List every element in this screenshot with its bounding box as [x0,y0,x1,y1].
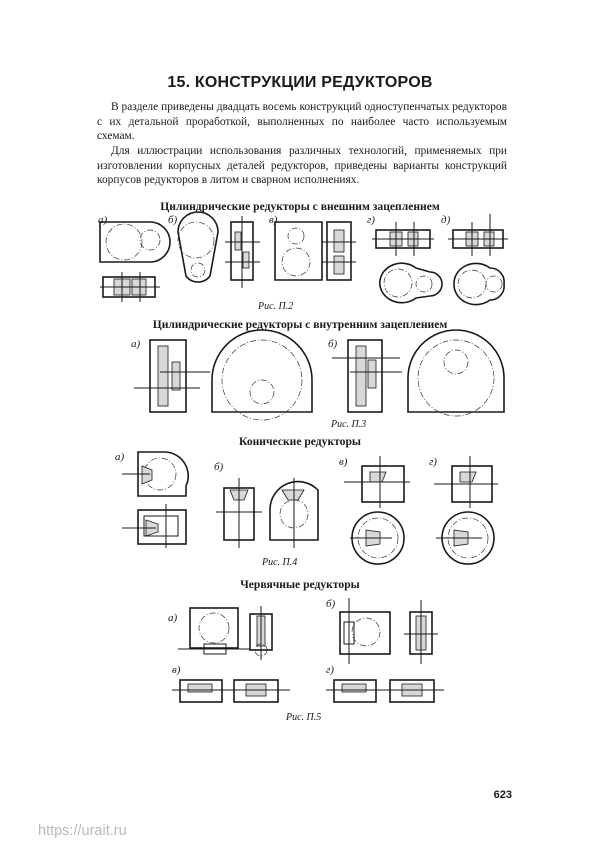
fig-p3-b-drawing [332,330,504,416]
page-number: 623 [493,789,512,801]
fig-p4-b-drawing [216,478,318,548]
label-p5-g: г) [326,664,334,676]
label-p5-v: в) [172,664,181,676]
caption-fig-p2: Рис. П.2 [258,301,294,312]
label-p5-a: а) [168,612,178,624]
page-title: 15. КОНСТРУКЦИИ РЕДУКТОРОВ [167,74,433,91]
label-p3-b: б) [328,338,338,350]
fig-p5-g-drawing [326,680,444,702]
fig-p4-v-drawing [344,456,410,564]
caption-fig-p3: Рис. П.3 [331,419,367,430]
technology-paragraph: Для иллюстрации использования различных технологий, применяемых при изготовлении корпусных деталей редукторов, приведены варианты конструкций корпусов редукторов в литом и сварном исполнениях. [97,145,507,187]
fig-p2-d-drawing [448,214,508,305]
fig-p3-a-drawing [134,330,312,420]
label-p4-g: г) [429,456,437,468]
section-external-gearing: Цилиндрические редукторы с внешним зацеплением [160,200,440,213]
section-bevel: Конические редукторы [239,435,361,448]
fig-p2-a-drawing [100,222,170,302]
label-p4-v: в) [339,456,348,468]
caption-fig-p4: Рис. П.4 [262,557,298,568]
section-worm: Червячные редукторы [240,578,360,591]
fig-p5-a-drawing [178,606,272,660]
fig-p5-b-drawing [340,598,438,664]
footer-url: https://urait.ru [38,823,127,839]
label-p4-b: б) [214,461,224,473]
fig-p2-b-drawing [178,212,260,288]
label-p2-b: б) [168,214,178,226]
intro-paragraph: В разделе приведены двадцать восемь конструкций одноступенчатых редукторов с их детальной проработкой, выполненных по наиболее часто используемым схемам. [97,101,507,143]
label-p2-g: г) [367,214,375,226]
fig-p4-a-drawing [122,452,188,548]
label-p5-b: б) [326,598,336,610]
fig-p2-g-drawing [372,222,442,303]
caption-fig-p5: Рис. П.5 [286,712,322,723]
label-p3-a: а) [131,338,141,350]
label-p2-d: д) [441,214,451,226]
fig-p5-v-drawing [172,680,290,702]
label-p2-a: а) [98,214,108,226]
section-internal-gearing: Цилиндрические редукторы с внутренним зацеплением [152,318,448,331]
label-p4-a: а) [115,451,125,463]
fig-p2-v-drawing [275,222,356,280]
label-p2-v: в) [269,214,278,226]
fig-p4-g-drawing [434,456,498,564]
